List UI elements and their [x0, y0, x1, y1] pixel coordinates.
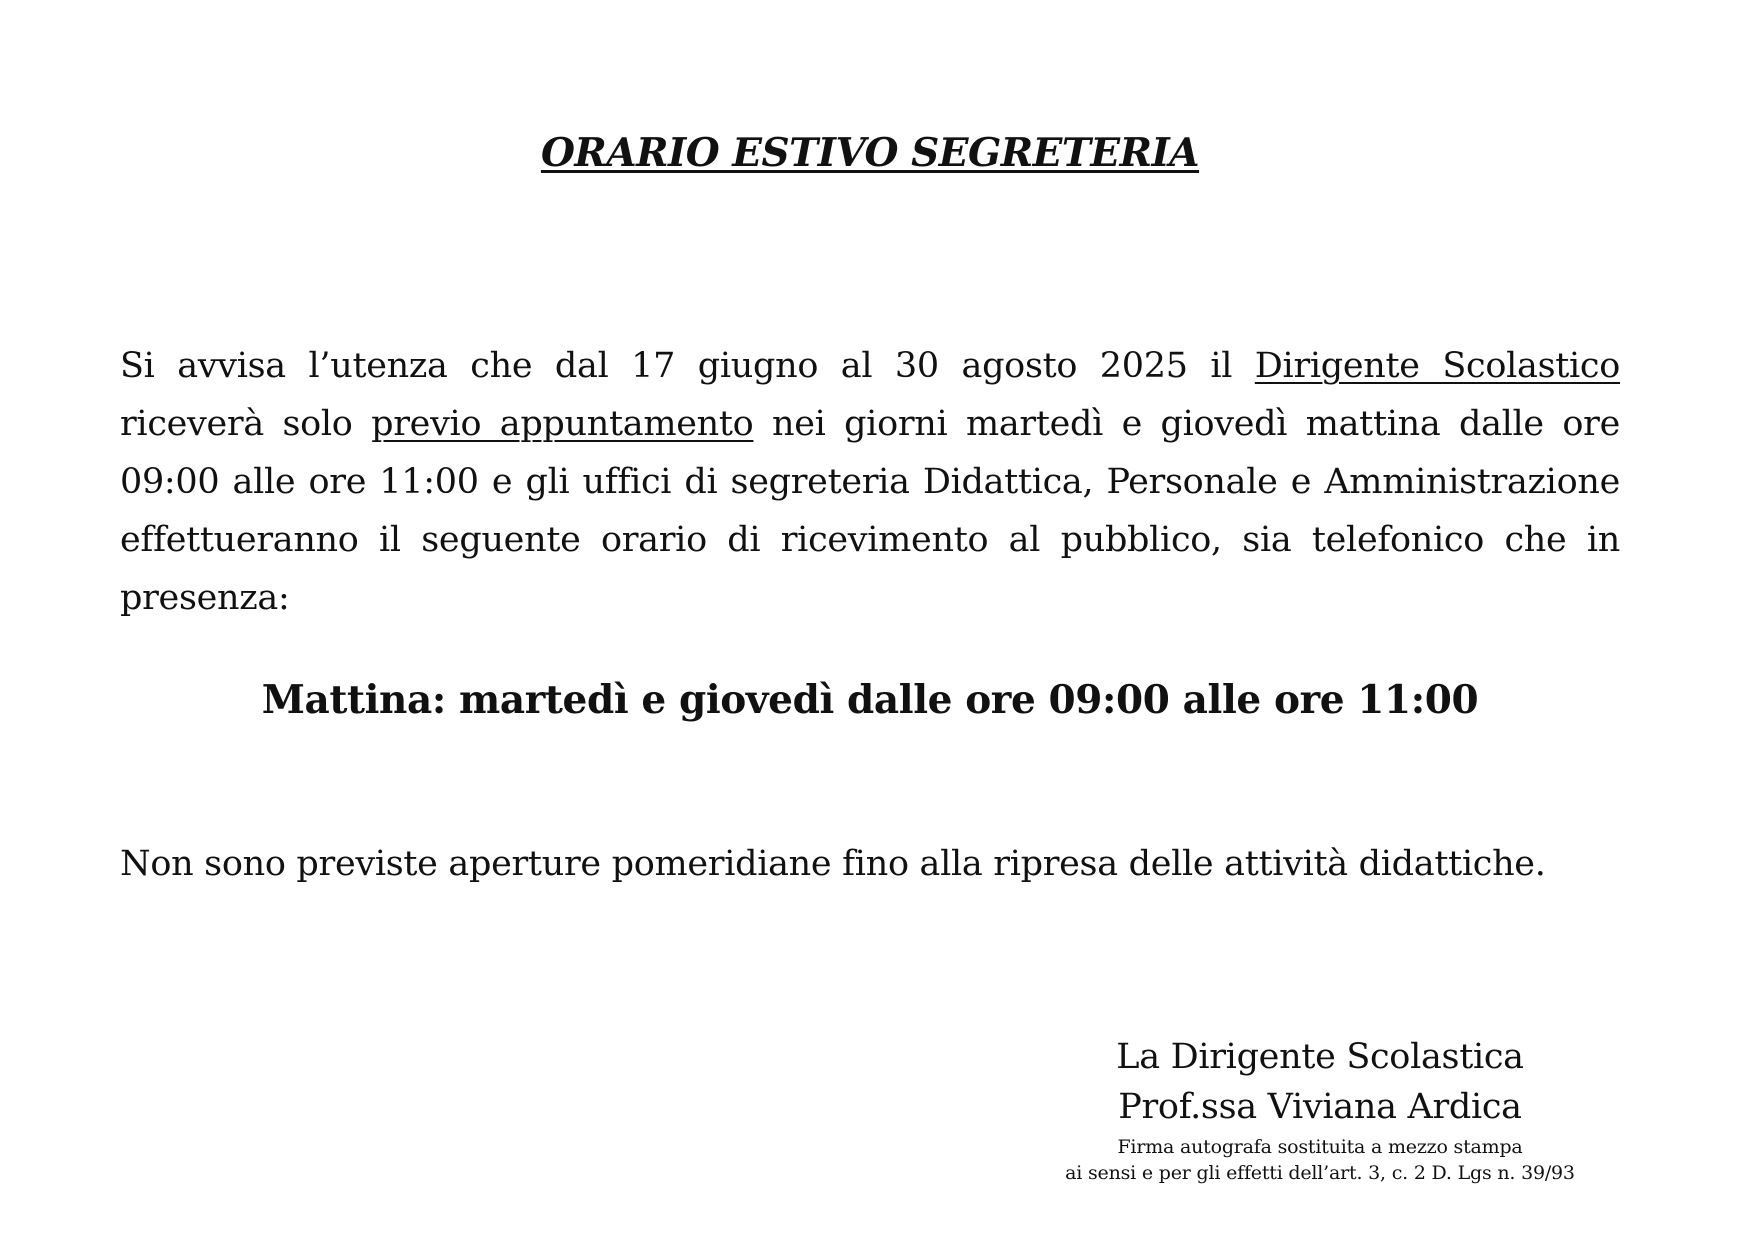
- signature-block: [1000, 1032, 1640, 1186]
- schedule-line: Mattina: martedì e giovedì dalle ore 09:00 alle ore 11:00: [261, 677, 1479, 723]
- paragraph-text-2: riceverà solo: [120, 404, 372, 444]
- paragraph-text-1: Si avvisa l’utenza che dal 17 giugno al 30 agosto 2025 il: [120, 346, 1255, 386]
- afternoon-note: Non sono previste aperture pomeridiane fino alla ripresa delle attività didattiche.: [120, 844, 1546, 884]
- dirigente-scolastico-text: Dirigente Scolastico: [1254, 346, 1620, 386]
- notice-paragraph: [120, 337, 1620, 627]
- signature-name: Prof.ssa Viviana Ardica: [1118, 1087, 1522, 1127]
- signature-disclaimer-1: Firma autografa sostituita a mezzo stampa: [1117, 1136, 1523, 1158]
- previo-appuntamento-text: previo appuntamento: [371, 404, 754, 444]
- document-title: ORARIO ESTIVO SEGRETERIA: [540, 130, 1200, 176]
- signature-disclaimer-2: ai sensi e per gli effetti dell’art. 3, c. 2 D. Lgs n. 39/93: [1065, 1162, 1575, 1184]
- signature-role: La Dirigente Scolastica: [1116, 1037, 1524, 1077]
- paragraph-text-3: nei giorni martedì e giovedì mattina dalle ore 09:00 alle ore 11:00 e gli uffici di segreteria Didattica, Personale e Amministrazione effettueranno il seguente orario di ricevimento al pubblico, sia telefonico che in presenza:: [120, 404, 1620, 618]
